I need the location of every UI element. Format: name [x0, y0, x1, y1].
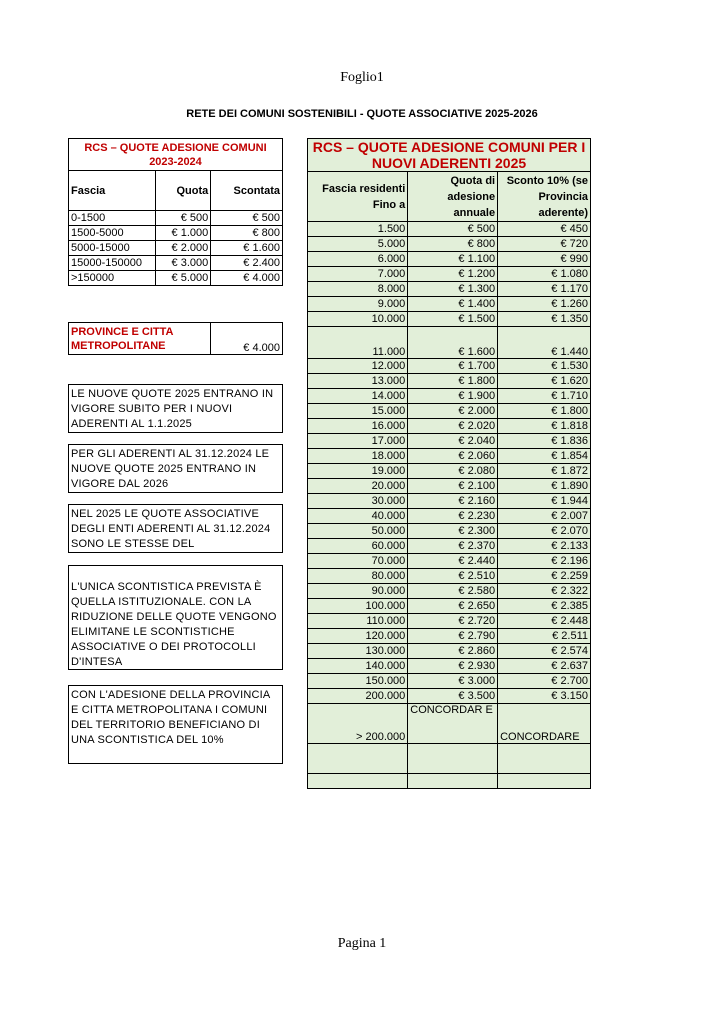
cell: 0-1500 — [69, 211, 156, 226]
table-row — [308, 464, 591, 479]
table-row — [69, 226, 283, 241]
col-fascia: Fascia — [69, 171, 156, 211]
cell: € 1.836 — [498, 434, 591, 449]
col-quota: Quota — [155, 171, 211, 211]
cell: 7.000 — [308, 267, 408, 282]
cell: 1500-5000 — [69, 226, 156, 241]
empty-row — [308, 744, 591, 774]
cell: € 3.150 — [498, 689, 591, 704]
table-row — [69, 241, 283, 256]
province-table — [68, 322, 283, 355]
cell: € 2.637 — [498, 659, 591, 674]
cell: 130.000 — [308, 644, 408, 659]
table-row — [308, 644, 591, 659]
table-row — [308, 659, 591, 674]
cell: € 2.448 — [498, 614, 591, 629]
cell: € 2.196 — [498, 554, 591, 569]
cell: € 800 — [408, 237, 498, 252]
old-fees-table — [68, 138, 283, 286]
cell: € 1.300 — [408, 282, 498, 297]
cell: 5000-15000 — [69, 241, 156, 256]
table-row — [308, 539, 591, 554]
cell: 8.000 — [308, 282, 408, 297]
cell: € 800 — [211, 226, 283, 241]
cell: 80.000 — [308, 569, 408, 584]
note-2025-fees: NEL 2025 LE QUOTE ASSOCIATIVE DEGLI ENTI ADERENTI AL 31.12.2024 SONO LE STESSE DEL — [68, 504, 283, 553]
table-row — [308, 569, 591, 584]
cell: 15000-150000 — [69, 256, 156, 271]
table-row — [308, 419, 591, 434]
table-row — [308, 237, 591, 252]
old-fees-title: RCS – QUOTE ADESIONE COMUNI 2023-2024 — [69, 139, 283, 171]
note-new-fees: LE NUOVE QUOTE 2025 ENTRANO IN VIGORE SUBITO PER I NUOVI ADERENTI AL 1.1.2025 — [68, 384, 283, 433]
cell: 19.000 — [308, 464, 408, 479]
cell: 13.000 — [308, 374, 408, 389]
table-row — [69, 271, 283, 286]
cell: € 2.300 — [408, 524, 498, 539]
cell: € 450 — [498, 222, 591, 237]
cell: € 2.574 — [498, 644, 591, 659]
table-row — [308, 267, 591, 282]
cell: € 1.500 — [408, 312, 498, 327]
cell: 9.000 — [308, 297, 408, 312]
cell: € 1.200 — [408, 267, 498, 282]
cell: € 500 — [408, 222, 498, 237]
col-sconto: Sconto 10% (se Provincia aderente) — [498, 172, 591, 222]
cell: CONCORDARE — [498, 704, 591, 744]
cell: € 1.872 — [498, 464, 591, 479]
table-row — [308, 494, 591, 509]
col-quota-adesione: Quota di adesione annuale — [408, 172, 498, 222]
cell: € 1.600 — [408, 327, 498, 359]
note-province: CON L'ADESIONE DELLA PROVINCIA E CITTA METROPOLITANA I COMUNI DEL TERRITORIO BENEFICIANO DI UNA SCONTISTICA DEL 10% — [68, 685, 283, 764]
cell: € 1.350 — [498, 312, 591, 327]
cell: € 1.700 — [408, 359, 498, 374]
cell: € 2.259 — [498, 569, 591, 584]
cell: € 2.007 — [498, 509, 591, 524]
cell: 90.000 — [308, 584, 408, 599]
cell: 10.000 — [308, 312, 408, 327]
table-row — [308, 614, 591, 629]
cell: 14.000 — [308, 389, 408, 404]
page-footer: Pagina 1 — [337, 936, 387, 951]
table-row — [308, 297, 591, 312]
table-row — [308, 674, 591, 689]
new-fees-table — [307, 138, 591, 789]
note-existing-members: PER GLI ADERENTI AL 31.12.2024 LE NUOVE QUOTE 2025 ENTRANO IN VIGORE DAL 2026 — [68, 444, 283, 493]
cell: € 2.070 — [498, 524, 591, 539]
cell: € 1.400 — [408, 297, 498, 312]
cell: >150000 — [69, 271, 156, 286]
table-row — [308, 327, 591, 359]
table-row — [308, 509, 591, 524]
cell: € 1.260 — [498, 297, 591, 312]
cell: 60.000 — [308, 539, 408, 554]
document-title: RETE DEI COMUNI SOSTENIBILI - QUOTE ASSOCIATIVE 2025-2026 — [186, 108, 538, 120]
cell: € 2.020 — [408, 419, 498, 434]
cell: € 2.860 — [408, 644, 498, 659]
note-discount: L'UNICA SCONTISTICA PREVISTA È QUELLA ISTITUZIONALE. CON LA RIDUZIONE DELLE QUOTE VENGONO ELIMITANE LE SCONTISTICHE ASSOCIATIVE O DEI PROTOCOLLI D'INTESA — [68, 565, 283, 670]
cell: € 1.080 — [498, 267, 591, 282]
cell: € 1.600 — [211, 241, 283, 256]
table-row — [308, 252, 591, 267]
table-row — [308, 479, 591, 494]
cell: 11.000 — [308, 327, 408, 359]
cell: > 200.000 — [308, 704, 408, 744]
cell: € 5.000 — [155, 271, 211, 286]
table-row — [308, 599, 591, 614]
cell: € 3.000 — [408, 674, 498, 689]
cell: € 3.500 — [408, 689, 498, 704]
cell: 150.000 — [308, 674, 408, 689]
cell: € 2.385 — [498, 599, 591, 614]
table-row — [308, 312, 591, 327]
cell: € 2.400 — [211, 256, 283, 271]
cell: 6.000 — [308, 252, 408, 267]
cell: € 720 — [498, 237, 591, 252]
cell: € 500 — [211, 211, 283, 226]
cell: 70.000 — [308, 554, 408, 569]
cell: € 2.060 — [408, 449, 498, 464]
cell: € 3.000 — [155, 256, 211, 271]
cell: € 1.900 — [408, 389, 498, 404]
cell: € 2.040 — [408, 434, 498, 449]
cell: 50.000 — [308, 524, 408, 539]
table-row — [308, 282, 591, 297]
cell: € 2.133 — [498, 539, 591, 554]
cell: 17.000 — [308, 434, 408, 449]
cell: € 1.100 — [408, 252, 498, 267]
cell: 200.000 — [308, 689, 408, 704]
cell: 15.000 — [308, 404, 408, 419]
province-label: PROVINCE E CITTA METROPOLITANE — [69, 323, 211, 355]
table-row — [308, 389, 591, 404]
table-row — [308, 584, 591, 599]
cell: 1.500 — [308, 222, 408, 237]
cell: € 2.650 — [408, 599, 498, 614]
table-row — [308, 689, 591, 704]
cell: € 1.530 — [498, 359, 591, 374]
cell: € 500 — [155, 211, 211, 226]
col-fascia-residenti: Fascia residenti Fino a — [308, 172, 408, 222]
col-scontata: Scontata — [211, 171, 283, 211]
new-fees-title: RCS – QUOTE ADESIONE COMUNI PER I NUOVI ADERENTI 2025 — [308, 139, 591, 172]
table-row-last — [308, 704, 591, 744]
cell: € 2.700 — [498, 674, 591, 689]
cell: € 1.854 — [498, 449, 591, 464]
cell: € 2.000 — [155, 241, 211, 256]
cell: € 2.720 — [408, 614, 498, 629]
cell: 16.000 — [308, 419, 408, 434]
cell: € 1.818 — [498, 419, 591, 434]
cell: € 2.930 — [408, 659, 498, 674]
cell: € 1.800 — [408, 374, 498, 389]
cell: € 2.000 — [408, 404, 498, 419]
cell: € 1.170 — [498, 282, 591, 297]
sheet-name: Foglio1 — [340, 70, 384, 85]
table-row — [308, 449, 591, 464]
table-row — [308, 554, 591, 569]
cell: € 2.790 — [408, 629, 498, 644]
cell: 40.000 — [308, 509, 408, 524]
table-row — [69, 256, 283, 271]
cell: 5.000 — [308, 237, 408, 252]
cell: € 2.511 — [498, 629, 591, 644]
cell: € 2.322 — [498, 584, 591, 599]
table-row — [308, 374, 591, 389]
cell: € 2.100 — [408, 479, 498, 494]
cell: € 1.620 — [498, 374, 591, 389]
cell: € 2.080 — [408, 464, 498, 479]
cell: € 1.000 — [155, 226, 211, 241]
cell: € 990 — [498, 252, 591, 267]
table-row — [308, 434, 591, 449]
cell: € 1.944 — [498, 494, 591, 509]
province-value: € 4.000 — [211, 323, 283, 355]
cell: € 1.890 — [498, 479, 591, 494]
cell: € 1.800 — [498, 404, 591, 419]
cell: € 1.710 — [498, 389, 591, 404]
cell: 30.000 — [308, 494, 408, 509]
cell: € 2.580 — [408, 584, 498, 599]
cell: € 2.230 — [408, 509, 498, 524]
cell: 120.000 — [308, 629, 408, 644]
cell: 12.000 — [308, 359, 408, 374]
cell: 20.000 — [308, 479, 408, 494]
cell: CONCORDAR E — [408, 704, 498, 744]
table-row — [308, 222, 591, 237]
cell: € 2.510 — [408, 569, 498, 584]
cell: € 1.440 — [498, 327, 591, 359]
empty-row — [308, 774, 591, 789]
table-row — [308, 404, 591, 419]
table-row — [69, 211, 283, 226]
table-row — [308, 524, 591, 539]
cell: € 2.160 — [408, 494, 498, 509]
cell: 140.000 — [308, 659, 408, 674]
cell: 18.000 — [308, 449, 408, 464]
cell: € 4.000 — [211, 271, 283, 286]
cell: 110.000 — [308, 614, 408, 629]
cell: € 2.370 — [408, 539, 498, 554]
cell: € 2.440 — [408, 554, 498, 569]
cell: 100.000 — [308, 599, 408, 614]
table-row — [308, 359, 591, 374]
table-row — [308, 629, 591, 644]
